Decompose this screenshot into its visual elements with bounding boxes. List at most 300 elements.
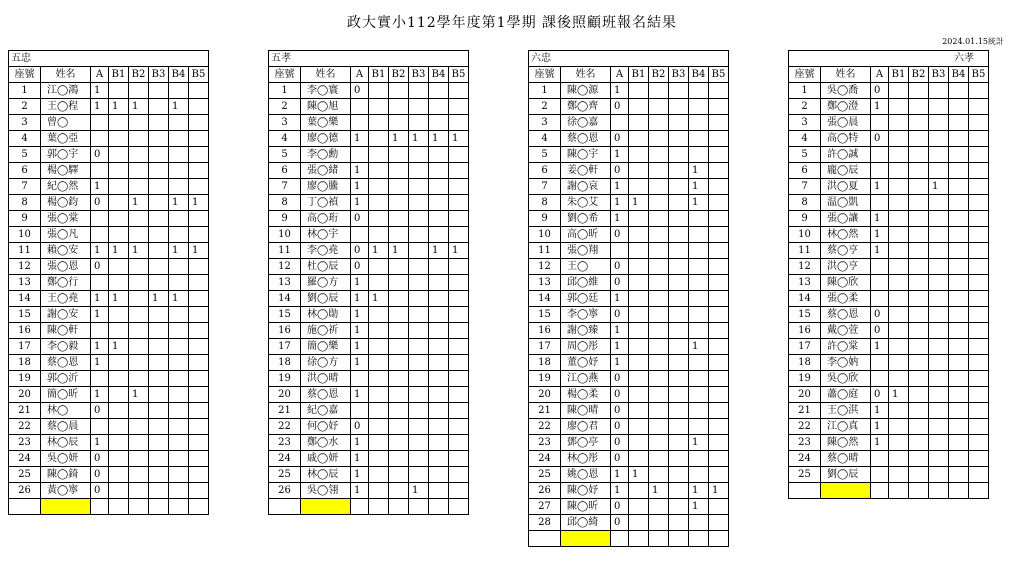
student-row	[269, 275, 469, 291]
option-B4	[689, 259, 709, 275]
option-A	[871, 355, 889, 371]
option-B3	[149, 131, 169, 147]
option-B2	[649, 403, 669, 419]
option-B4	[169, 259, 189, 275]
class-name: 五忠	[9, 51, 209, 67]
student-row	[529, 451, 729, 467]
highlight-cell	[821, 483, 871, 499]
column-header: B4	[949, 67, 969, 83]
option-B2	[389, 275, 409, 291]
option-B4	[169, 483, 189, 499]
seat-number: 14	[269, 291, 301, 307]
student-name: 吳◯翎	[301, 483, 351, 499]
student-row	[9, 403, 209, 419]
option-B1: 1	[109, 243, 129, 259]
option-B4	[949, 435, 969, 451]
student-name: 姜◯軒	[561, 163, 611, 179]
option-B1	[629, 451, 649, 467]
student-name: 吳◯妍	[41, 451, 91, 467]
student-row	[529, 211, 729, 227]
option-B4	[689, 131, 709, 147]
student-row	[9, 291, 209, 307]
option-B3	[669, 339, 689, 355]
option-A	[91, 211, 109, 227]
option-B2	[649, 99, 669, 115]
column-header: B1	[629, 67, 649, 83]
summary-cell	[969, 483, 989, 499]
option-B1	[109, 355, 129, 371]
option-B3	[409, 195, 429, 211]
student-name: 王◯	[561, 259, 611, 275]
student-name: 羅◯方	[301, 275, 351, 291]
option-B5	[189, 83, 209, 99]
option-B4	[429, 83, 449, 99]
option-B4: 1	[429, 243, 449, 259]
column-header: B3	[149, 67, 169, 83]
option-A: 1	[871, 227, 889, 243]
option-B1	[889, 403, 909, 419]
option-B5	[449, 403, 469, 419]
option-B1	[889, 115, 909, 131]
option-A	[871, 195, 889, 211]
student-name: 蔡◯恩	[301, 387, 351, 403]
student-row	[269, 83, 469, 99]
option-B1	[629, 419, 649, 435]
option-B1	[109, 419, 129, 435]
student-name: 李◯寧	[561, 307, 611, 323]
option-B3: 1	[409, 131, 429, 147]
seat-number: 11	[789, 243, 821, 259]
seat-number: 4	[789, 131, 821, 147]
option-B2	[909, 99, 929, 115]
student-row	[789, 339, 989, 355]
seat-number: 1	[269, 83, 301, 99]
option-B5	[969, 227, 989, 243]
option-B5	[969, 259, 989, 275]
option-A: 1	[871, 419, 889, 435]
option-B5	[709, 435, 729, 451]
option-B1	[109, 259, 129, 275]
option-B2	[389, 435, 409, 451]
option-B4	[949, 83, 969, 99]
option-B3	[929, 307, 949, 323]
option-B2	[649, 419, 669, 435]
student-name: 蔡◯晴	[821, 451, 871, 467]
student-name: 賴◯安	[41, 243, 91, 259]
student-row	[789, 211, 989, 227]
seat-number: 28	[529, 515, 561, 531]
option-B1	[109, 451, 129, 467]
option-B4	[429, 323, 449, 339]
option-B1	[629, 259, 649, 275]
option-A: 0	[611, 451, 629, 467]
option-B3	[669, 515, 689, 531]
seat-number: 11	[529, 243, 561, 259]
student-name: 洪◯晴	[301, 371, 351, 387]
option-B5	[969, 211, 989, 227]
option-B5	[969, 323, 989, 339]
option-B1	[629, 355, 649, 371]
option-B4	[949, 195, 969, 211]
option-B5	[449, 99, 469, 115]
option-A: 0	[351, 259, 369, 275]
option-B5	[449, 323, 469, 339]
option-B5	[969, 115, 989, 131]
option-B1	[889, 339, 909, 355]
student-row	[789, 163, 989, 179]
student-row	[269, 131, 469, 147]
option-B3	[929, 355, 949, 371]
seat-number: 12	[529, 259, 561, 275]
seat-number: 5	[9, 147, 41, 163]
option-B2	[649, 115, 669, 131]
student-name: 張◯棠	[41, 211, 91, 227]
option-A: 1	[351, 451, 369, 467]
option-B2	[909, 387, 929, 403]
option-B4	[429, 483, 449, 499]
option-B1	[889, 179, 909, 195]
option-B4	[429, 307, 449, 323]
student-row	[529, 131, 729, 147]
option-B1	[369, 227, 389, 243]
student-name: 吳◯喬	[821, 83, 871, 99]
option-B5	[189, 323, 209, 339]
option-B4: 1	[689, 499, 709, 515]
option-B4	[429, 403, 449, 419]
student-row	[529, 467, 729, 483]
option-B1	[629, 515, 649, 531]
option-B5	[189, 275, 209, 291]
option-B3	[409, 211, 429, 227]
option-B4: 1	[689, 339, 709, 355]
student-row	[269, 195, 469, 211]
option-B2	[649, 275, 669, 291]
option-B5	[969, 339, 989, 355]
option-B1	[889, 211, 909, 227]
option-B1	[629, 83, 649, 99]
option-B5	[709, 355, 729, 371]
option-A: 1	[351, 163, 369, 179]
student-row	[9, 483, 209, 499]
option-B3	[149, 467, 169, 483]
summary-cell	[629, 531, 649, 547]
seat-number: 20	[789, 387, 821, 403]
option-B2	[909, 243, 929, 259]
option-B1: 1	[889, 387, 909, 403]
student-name: 楊◯柔	[561, 387, 611, 403]
student-row	[789, 419, 989, 435]
option-B4	[169, 403, 189, 419]
summary-cell	[389, 499, 409, 515]
option-B3	[149, 419, 169, 435]
option-A	[351, 371, 369, 387]
option-B3	[409, 355, 429, 371]
option-B5	[709, 419, 729, 435]
option-B2	[909, 291, 929, 307]
seat-number: 22	[269, 419, 301, 435]
option-A: 1	[351, 275, 369, 291]
seat-number: 15	[529, 307, 561, 323]
option-B3	[669, 99, 689, 115]
column-header: B1	[369, 67, 389, 83]
seat-number: 4	[9, 131, 41, 147]
option-B4	[949, 403, 969, 419]
option-B1	[109, 307, 129, 323]
student-name: 蔡◯亨	[821, 243, 871, 259]
option-B5	[449, 435, 469, 451]
class-name-row	[529, 51, 729, 67]
column-header: 座號	[529, 67, 561, 83]
seat-number: 21	[9, 403, 41, 419]
option-B2	[909, 403, 929, 419]
seat-number: 16	[269, 323, 301, 339]
student-row	[529, 387, 729, 403]
option-B4	[949, 131, 969, 147]
option-B5	[709, 243, 729, 259]
seat-number: 12	[789, 259, 821, 275]
option-B3	[669, 163, 689, 179]
option-B5	[189, 451, 209, 467]
seat-number: 6	[9, 163, 41, 179]
seat-number: 21	[529, 403, 561, 419]
student-name: 簡◯昕	[41, 387, 91, 403]
student-name: 許◯誠	[821, 147, 871, 163]
seat-number: 12	[9, 259, 41, 275]
student-name: 紀◯嘉	[301, 403, 351, 419]
student-row	[9, 227, 209, 243]
seat-number: 23	[9, 435, 41, 451]
option-B5	[709, 147, 729, 163]
column-header: B5	[709, 67, 729, 83]
option-B1	[889, 291, 909, 307]
student-name: 許◯棠	[821, 339, 871, 355]
option-B2	[129, 371, 149, 387]
option-B2	[649, 307, 669, 323]
option-B2	[389, 115, 409, 131]
option-B4	[949, 323, 969, 339]
option-B3	[669, 403, 689, 419]
option-B1	[889, 243, 909, 259]
option-B5	[709, 515, 729, 531]
seat-number: 25	[9, 467, 41, 483]
option-B5	[969, 307, 989, 323]
header-row	[789, 67, 989, 83]
option-A: 0	[871, 323, 889, 339]
student-row	[789, 323, 989, 339]
option-B4	[429, 291, 449, 307]
student-row	[269, 403, 469, 419]
option-B4	[689, 99, 709, 115]
option-B3	[929, 99, 949, 115]
student-row	[269, 99, 469, 115]
option-B1	[369, 323, 389, 339]
student-row	[529, 163, 729, 179]
student-name: 董◯妤	[561, 355, 611, 371]
summary-cell	[789, 483, 821, 499]
student-row	[269, 291, 469, 307]
option-B1	[369, 467, 389, 483]
option-B2	[389, 227, 409, 243]
option-B4: 1	[689, 483, 709, 499]
option-B3	[929, 467, 949, 483]
student-name: 徐◯嘉	[561, 115, 611, 131]
student-name: 林◯宇	[301, 227, 351, 243]
option-B3	[669, 323, 689, 339]
option-B1	[369, 147, 389, 163]
option-B4	[169, 355, 189, 371]
option-B3	[929, 451, 949, 467]
option-B4	[169, 131, 189, 147]
option-B2	[909, 195, 929, 211]
option-B4	[689, 211, 709, 227]
option-B1	[369, 403, 389, 419]
student-row	[789, 275, 989, 291]
option-B1	[109, 371, 129, 387]
option-B5	[449, 275, 469, 291]
student-row	[269, 211, 469, 227]
option-B3	[669, 275, 689, 291]
option-A: 0	[611, 307, 629, 323]
seat-number: 13	[529, 275, 561, 291]
student-name: 陳◯然	[821, 435, 871, 451]
option-A: 0	[91, 467, 109, 483]
option-B2	[909, 275, 929, 291]
seat-number: 3	[789, 115, 821, 131]
column-header: 姓名	[561, 67, 611, 83]
option-B3	[149, 435, 169, 451]
option-A	[351, 403, 369, 419]
seat-number: 13	[269, 275, 301, 291]
seat-number: 8	[269, 195, 301, 211]
option-B5	[969, 131, 989, 147]
option-B3	[409, 243, 429, 259]
option-B4: 1	[689, 435, 709, 451]
option-B2	[909, 131, 929, 147]
option-B4	[169, 419, 189, 435]
option-A: 0	[611, 387, 629, 403]
option-B3	[669, 467, 689, 483]
option-B3	[929, 419, 949, 435]
option-B1: 1	[369, 243, 389, 259]
column-header: B3	[409, 67, 429, 83]
student-row	[789, 179, 989, 195]
option-A: 1	[351, 195, 369, 211]
student-row	[529, 403, 729, 419]
option-B3	[409, 147, 429, 163]
student-name: 蔡◯恩	[561, 131, 611, 147]
option-B1	[629, 275, 649, 291]
option-B2	[389, 451, 409, 467]
option-B4	[169, 163, 189, 179]
page-title: 政大實小112學年度第1學期 課後照顧班報名結果	[346, 15, 678, 31]
student-row	[529, 259, 729, 275]
option-B5	[189, 291, 209, 307]
option-B5	[449, 211, 469, 227]
student-name: 林◯然	[821, 227, 871, 243]
student-row	[789, 435, 989, 451]
student-name: 洪◯亨	[821, 259, 871, 275]
option-B3	[669, 371, 689, 387]
option-B1	[369, 419, 389, 435]
seat-number: 8	[9, 195, 41, 211]
option-B3	[929, 259, 949, 275]
option-B4	[169, 275, 189, 291]
student-name: 謝◯臻	[561, 323, 611, 339]
seat-number: 24	[269, 451, 301, 467]
highlight-cell	[41, 499, 91, 515]
student-name: 黃◯寧	[41, 483, 91, 499]
option-B2	[389, 259, 409, 275]
option-A	[871, 275, 889, 291]
option-B1	[889, 467, 909, 483]
option-B5	[449, 371, 469, 387]
student-name: 楊◯驛	[41, 163, 91, 179]
option-B1	[369, 355, 389, 371]
student-name: 張◯凡	[41, 227, 91, 243]
option-B1	[369, 371, 389, 387]
seat-number: 22	[529, 419, 561, 435]
student-name: 鄭◯澄	[821, 99, 871, 115]
option-B5	[449, 307, 469, 323]
option-B2	[649, 83, 669, 99]
option-B2	[389, 147, 409, 163]
option-A	[91, 371, 109, 387]
option-A	[871, 451, 889, 467]
option-B3	[149, 371, 169, 387]
seat-number: 6	[529, 163, 561, 179]
option-A: 0	[611, 403, 629, 419]
summary-cell	[189, 499, 209, 515]
option-B2	[129, 339, 149, 355]
option-B1	[629, 323, 649, 339]
option-B4	[689, 403, 709, 419]
column-header: B5	[449, 67, 469, 83]
option-A: 1	[611, 147, 629, 163]
option-B3	[669, 355, 689, 371]
option-B4	[169, 451, 189, 467]
summary-cell	[351, 499, 369, 515]
option-B2	[129, 131, 149, 147]
student-row	[789, 259, 989, 275]
option-B1: 1	[629, 195, 649, 211]
option-A: 1	[91, 99, 109, 115]
option-B5	[189, 467, 209, 483]
option-A	[91, 131, 109, 147]
option-B1	[369, 131, 389, 147]
option-B2	[649, 323, 669, 339]
option-B1	[629, 483, 649, 499]
option-A: 0	[611, 227, 629, 243]
seat-number: 14	[529, 291, 561, 307]
student-name: 曾◯	[41, 115, 91, 131]
option-B5	[709, 499, 729, 515]
seat-number: 1	[9, 83, 41, 99]
option-B2	[389, 83, 409, 99]
option-A	[91, 227, 109, 243]
option-B3	[929, 339, 949, 355]
option-B2	[129, 259, 149, 275]
option-B3	[929, 435, 949, 451]
student-name: 張◯緒	[301, 163, 351, 179]
option-A: 1	[91, 355, 109, 371]
option-A	[91, 115, 109, 131]
option-B3	[409, 83, 429, 99]
seat-number: 25	[789, 467, 821, 483]
option-B5	[969, 195, 989, 211]
summary-cell	[369, 499, 389, 515]
option-B5	[189, 307, 209, 323]
option-B1	[629, 99, 649, 115]
